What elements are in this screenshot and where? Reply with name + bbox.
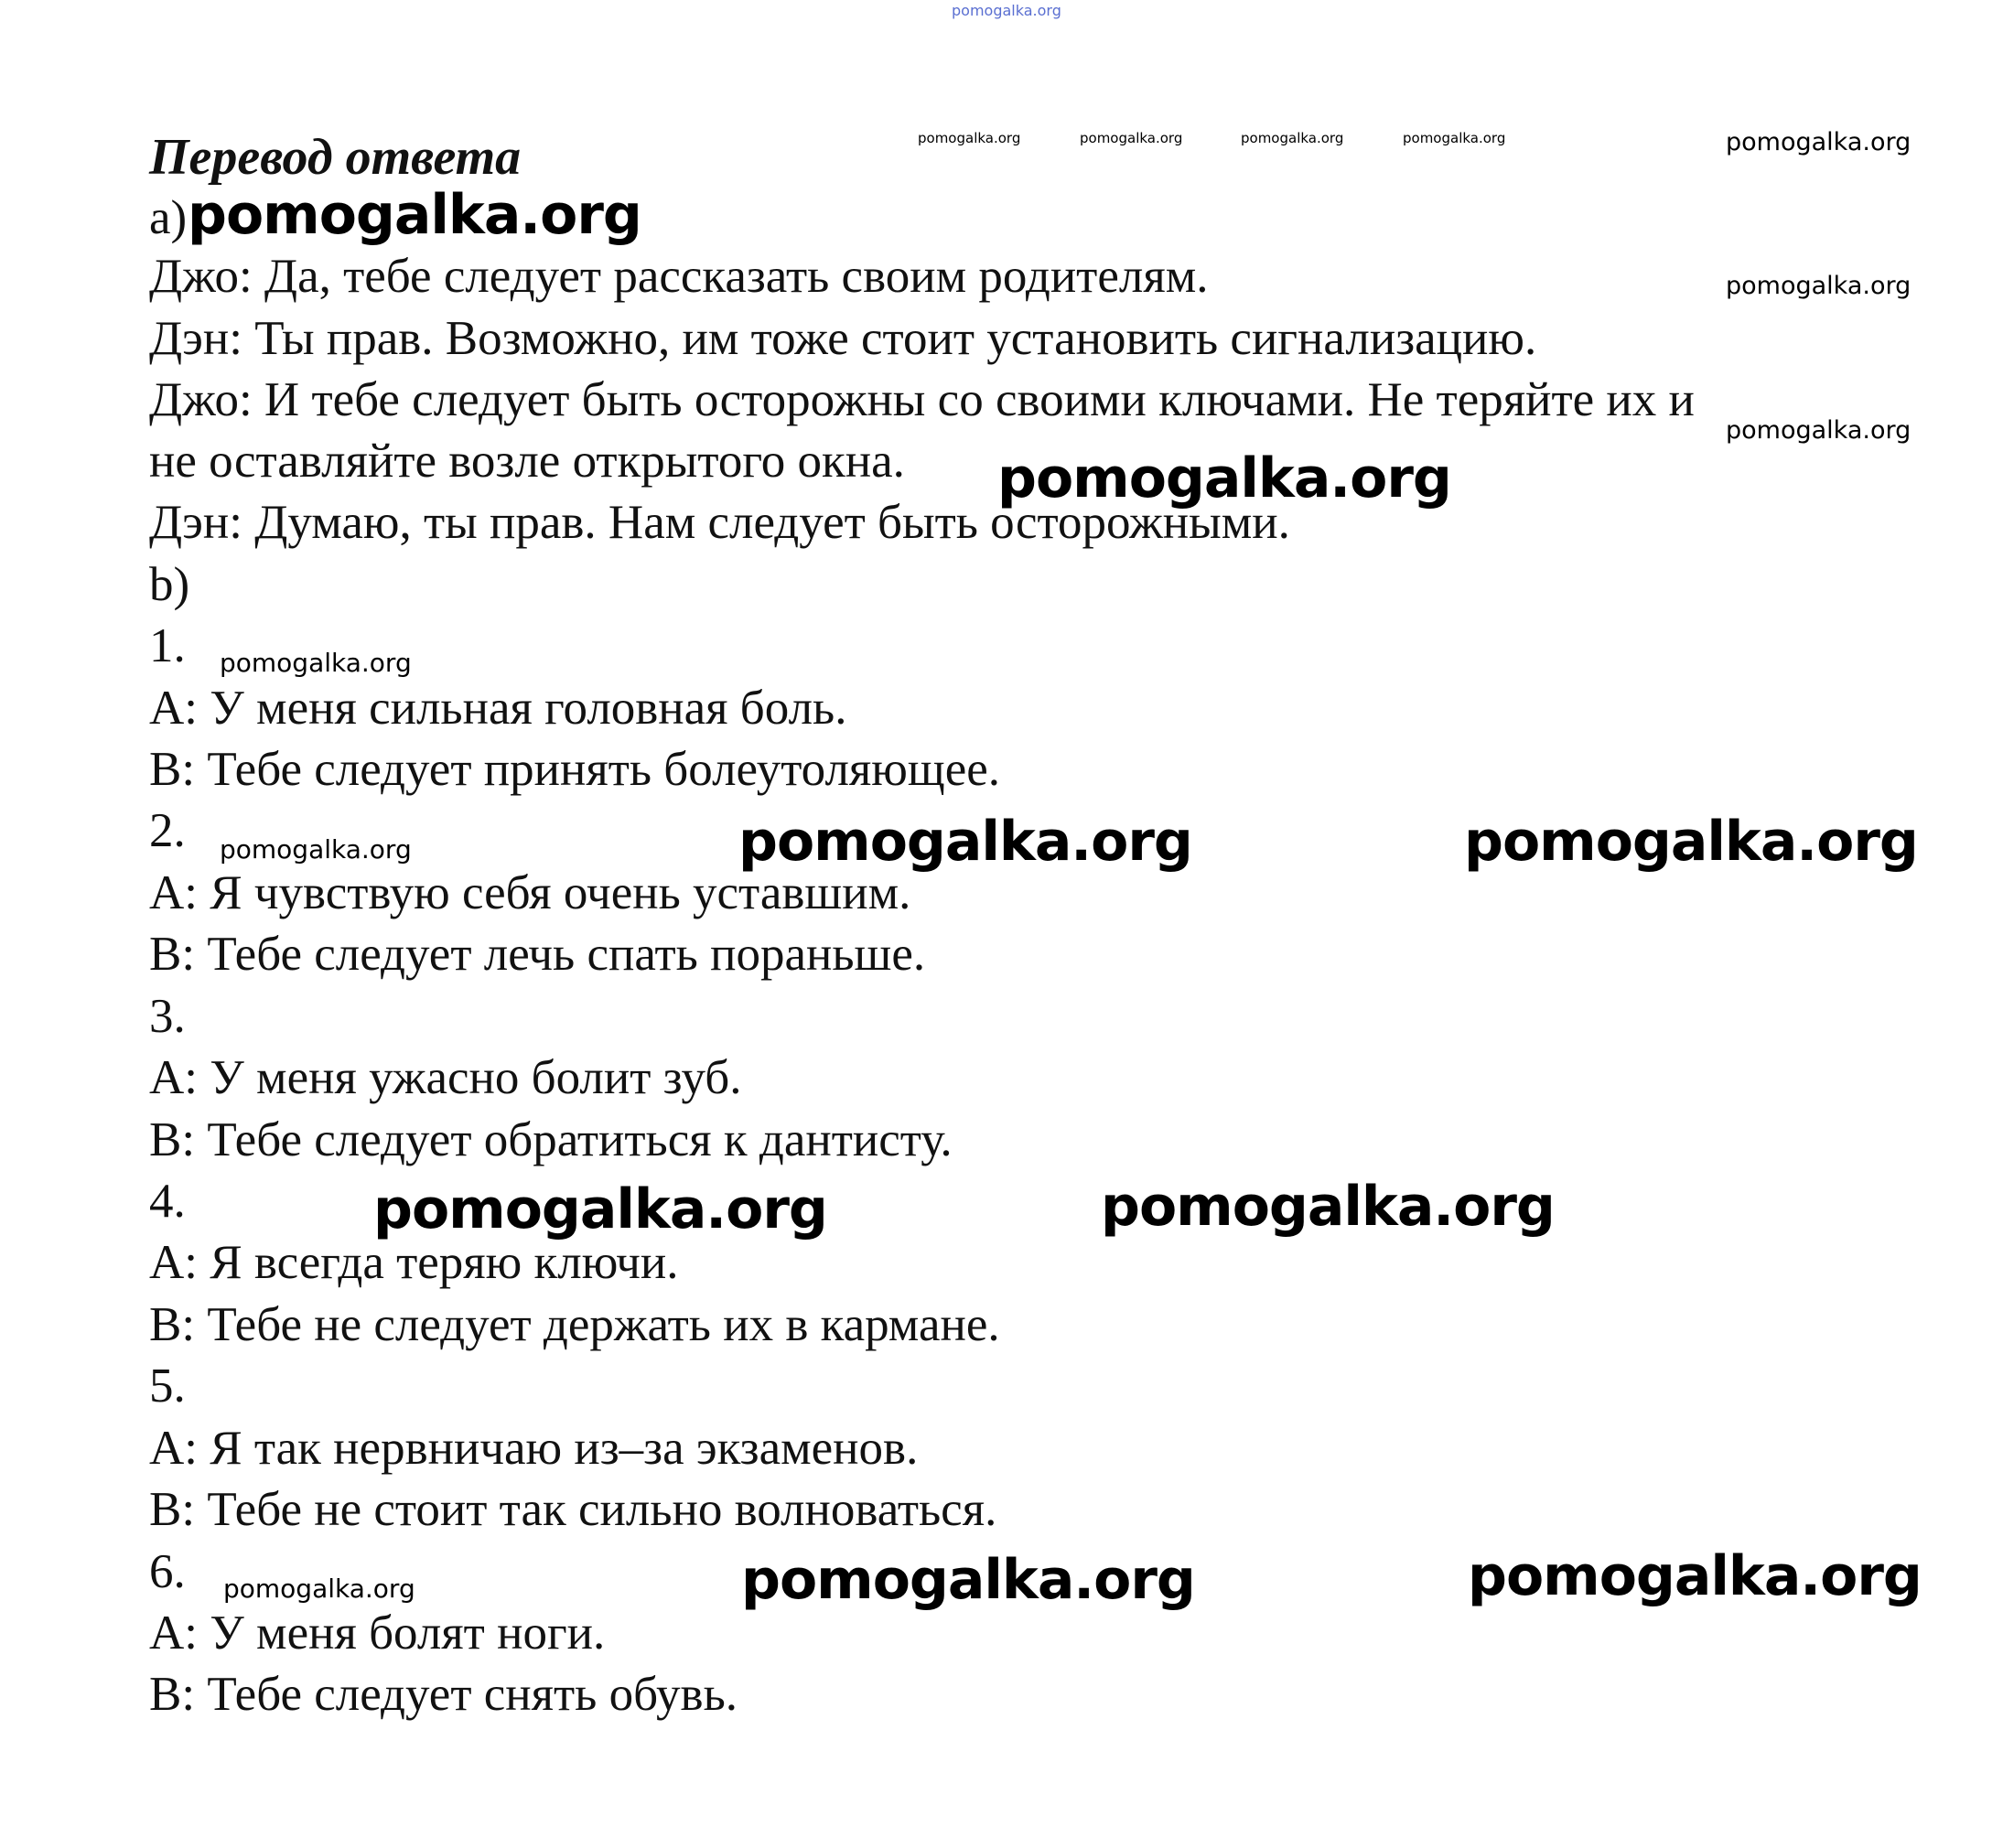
watermark: pomogalka.org <box>741 1548 1195 1612</box>
watermark: pomogalka.org <box>1403 130 1506 146</box>
item-number: 6. <box>149 1545 186 1598</box>
item-number: 1. <box>149 619 186 672</box>
dialogue-line: B: Тебе не следует держать их в кармане. <box>149 1298 1000 1351</box>
top-watermark: pomogalka.org <box>952 2 1061 19</box>
item-number: 3. <box>149 990 186 1043</box>
item-number: 2. <box>149 804 186 857</box>
section-b-label: b) <box>149 558 190 611</box>
dialogue-line: Дэн: Ты прав. Возможно, им тоже стоит установить сигнализацию. <box>149 312 1537 365</box>
watermark: pomogalka.org <box>373 1177 827 1241</box>
dialogue-line: Джо: Да, тебе следует рассказать своим родителям. <box>149 250 1209 303</box>
watermark: pomogalka.org <box>1080 130 1183 146</box>
dialogue-line: A: У меня ужасно болит зуб. <box>149 1051 742 1104</box>
dialogue-line: A: Я чувствую себя очень уставшим. <box>149 866 911 919</box>
dialogue-line: Дэн: Думаю, ты прав. Нам следует быть осторожными. <box>149 496 1290 549</box>
section-a-label: a) <box>149 191 188 244</box>
item-number: 5. <box>149 1359 186 1413</box>
watermark: pomogalka.org <box>1468 1544 1922 1608</box>
item-number: 4. <box>149 1175 186 1228</box>
dialogue-line: Джо: И тебе следует быть осторожны со своими ключами. Не теряйте их и <box>149 373 1695 426</box>
watermark: pomogalka.org <box>997 446 1451 510</box>
watermark: pomogalka.org <box>188 183 641 247</box>
watermark: pomogalka.org <box>738 810 1192 874</box>
watermark: pomogalka.org <box>1241 130 1344 146</box>
watermark: pomogalka.org <box>1464 810 1918 874</box>
watermark: pomogalka.org <box>1726 272 1911 300</box>
dialogue-line: A: У меня болят ноги. <box>149 1606 606 1660</box>
page-title: Перевод ответа <box>149 129 522 186</box>
watermark: pomogalka.org <box>220 834 412 865</box>
dialogue-line: B: Тебе не стоит так сильно волноваться. <box>149 1483 997 1536</box>
dialogue-line: B: Тебе следует снять обувь. <box>149 1668 738 1721</box>
dialogue-line: B: Тебе следует принять болеутоляющее. <box>149 743 1001 796</box>
watermark: pomogalka.org <box>220 648 412 678</box>
dialogue-line: B: Тебе следует обратиться к дантисту. <box>149 1113 953 1166</box>
watermark: pomogalka.org <box>1726 416 1911 445</box>
watermark: pomogalka.org <box>1101 1175 1555 1239</box>
dialogue-line: A: Я всегда теряю ключи. <box>149 1236 679 1289</box>
dialogue-line: B: Тебе следует лечь спать пораньше. <box>149 928 926 981</box>
dialogue-line: не оставляйте возле открытого окна. <box>149 435 905 488</box>
watermark: pomogalka.org <box>1726 128 1911 156</box>
dialogue-line: A: Я так нервничаю из–за экзаменов. <box>149 1422 919 1475</box>
watermark: pomogalka.org <box>223 1574 415 1604</box>
watermark: pomogalka.org <box>918 130 1021 146</box>
dialogue-line: A: У меня сильная головная боль. <box>149 682 847 735</box>
